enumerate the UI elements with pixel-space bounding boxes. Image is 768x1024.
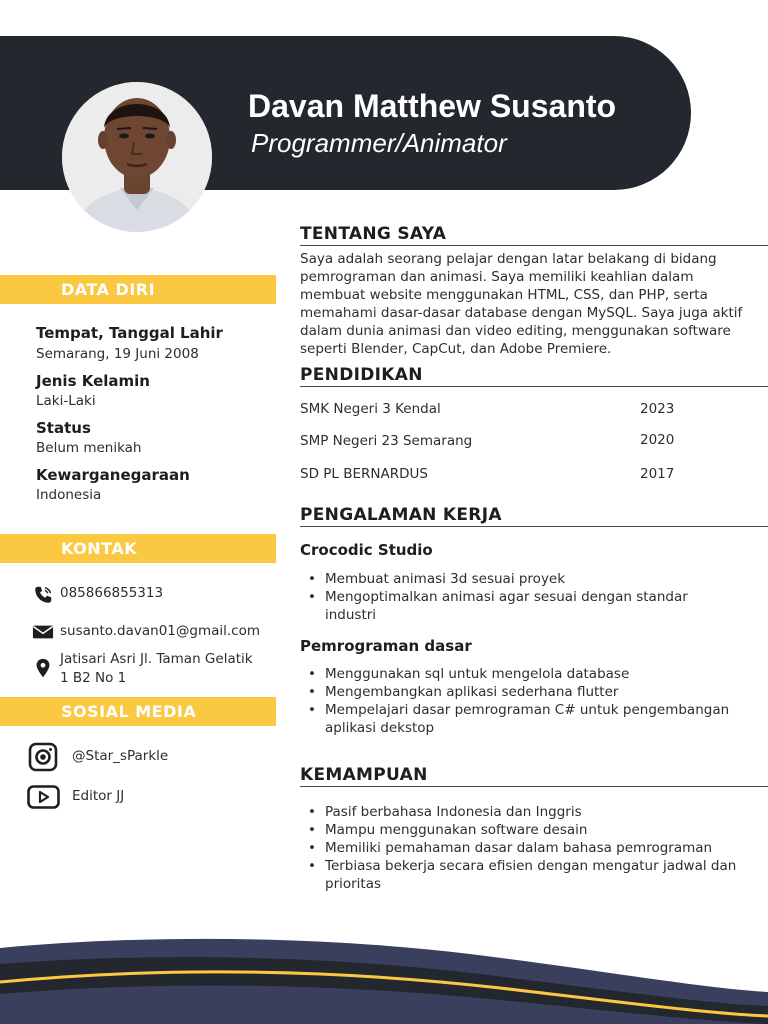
- mail-icon: [32, 621, 54, 643]
- list-item: • Memiliki pemahaman dasar dalam bahasa pemrograman: [300, 839, 740, 857]
- field-value-status: Belum menikah: [36, 440, 142, 456]
- email-text[interactable]: susanto.davan01@gmail.com: [60, 623, 261, 639]
- edu-school-1: SMK Negeri 3 Kendal: [300, 401, 441, 417]
- job-title-2: Pemrograman dasar: [300, 637, 472, 655]
- job-title-1: Crocodic Studio: [300, 541, 433, 559]
- job-2-bullets: [300, 665, 740, 737]
- field-label-birth: Tempat, Tanggal Lahir: [36, 324, 223, 342]
- list-item: • Mengembangkan aplikasi sederhana flutter: [300, 683, 740, 701]
- job-1-bullets: [300, 570, 740, 624]
- profile-photo: [62, 82, 212, 232]
- list-item: • Mengoptimalkan animasi agar sesuai dengan standar industri: [300, 588, 740, 624]
- list-item: • Membuat animasi 3d sesuai proyek: [300, 570, 740, 588]
- list-item: • Menggunakan sql untuk mengelola database: [300, 665, 740, 683]
- instagram-handle[interactable]: @Star_sParkle: [72, 748, 169, 764]
- pengalaman-heading: PENGALAMAN KERJA: [300, 505, 768, 527]
- youtube-channel[interactable]: Editor JJ: [72, 788, 125, 804]
- field-value-birth: Semarang, 19 Juni 2008: [36, 346, 199, 362]
- pendidikan-heading: PENDIDIKAN: [300, 365, 768, 387]
- kemampuan-heading: KEMAMPUAN: [300, 765, 768, 787]
- field-value-nationality: Indonesia: [36, 487, 102, 503]
- kontak-heading: KONTAK: [0, 534, 276, 563]
- field-label-status: Status: [36, 419, 91, 437]
- phone-icon: [32, 584, 54, 606]
- field-label-gender: Jenis Kelamin: [36, 372, 150, 390]
- field-value-gender: Laki-Laki: [36, 393, 96, 409]
- edu-year-2: 2020: [640, 432, 675, 448]
- footer-wave-decoration: [0, 930, 768, 1024]
- edu-year-3: 2017: [640, 466, 675, 482]
- field-label-nationality: Kewarganegaraan: [36, 466, 190, 484]
- phone-text[interactable]: 085866855313: [60, 585, 164, 601]
- data-diri-heading: DATA DIRI: [0, 275, 276, 304]
- list-item: • Pasif berbahasa Indonesia dan Inggris: [300, 803, 740, 821]
- address-line-2: 1 B2 No 1: [60, 670, 127, 686]
- edu-school-3: SD PL BERNARDUS: [300, 466, 428, 482]
- tentang-saya-text: Saya adalah seorang pelajar dengan latar belakang di bidang pemrograman dan animasi. Saya memiliki keahlian dalam membuat website menggunakan HTML, CSS, dan PHP, serta memahami dasar-dasar database dengan MySQL. Saya juga aktif dalam dunia animasi dan video editing, menggunakan software seperti Blender, CapCut, dan Adobe Premiere.: [300, 251, 743, 357]
- tentang-saya-heading: TENTANG SAYA: [300, 224, 768, 246]
- edu-school-2: SMP Negeri 23 Semarang: [300, 433, 473, 449]
- edu-year-1: 2023: [640, 401, 675, 417]
- list-item: • Mempelajari dasar pemrograman C# untuk pengembangan aplikasi dekstop: [300, 701, 740, 737]
- address-text: [60, 650, 253, 688]
- list-item: • Terbiasa bekerja secara efisien dengan mengatur jadwal dan prioritas: [300, 857, 740, 893]
- location-pin-icon: [32, 657, 54, 679]
- address-line-1: Jatisari Asri Jl. Taman Gelatik: [60, 651, 253, 667]
- instagram-icon[interactable]: [28, 742, 58, 772]
- person-role: Programmer/Animator: [251, 128, 507, 158]
- list-item: • Mampu menggunakan software desain: [300, 821, 740, 839]
- sosial-media-heading: SOSIAL MEDIA: [0, 697, 276, 726]
- youtube-icon[interactable]: [27, 785, 60, 809]
- person-name: Davan Matthew Susanto: [248, 88, 617, 124]
- kemampuan-bullets: [300, 803, 740, 893]
